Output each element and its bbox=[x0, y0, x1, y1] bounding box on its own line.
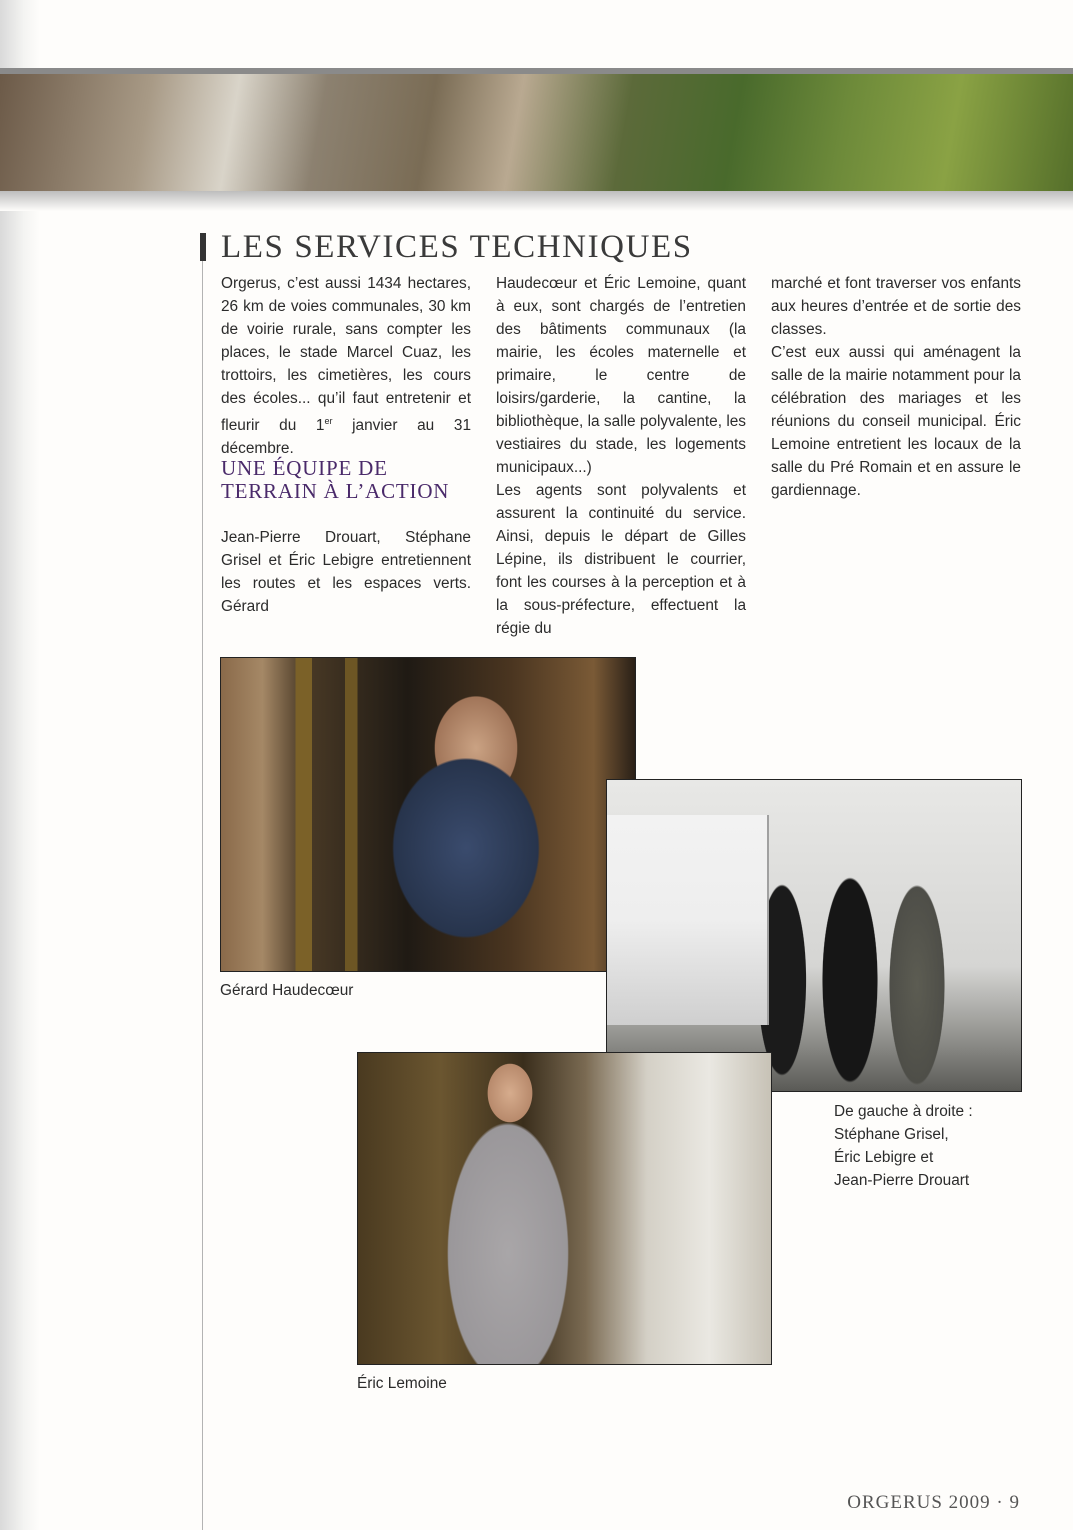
caption-2-line-2: Stéphane Grisel, bbox=[834, 1126, 949, 1143]
aerial-village-banner-image bbox=[0, 74, 1073, 191]
photo-eric-lemoine-workshop bbox=[357, 1052, 772, 1365]
column-divider-rule bbox=[202, 240, 203, 1530]
intro-paragraph bbox=[221, 272, 471, 460]
intro-superscript: er bbox=[324, 416, 333, 426]
caption-photo-1: Gérard Haudecœur bbox=[220, 982, 354, 999]
caption-photo-3: Éric Lemoine bbox=[357, 1375, 447, 1392]
photo-gerard-haudecoeur bbox=[220, 657, 636, 972]
column-2-paragraph-2: Les agents sont polyvalents et assurent la continuité du service. Ainsi, depuis le départ de Gilles Lépine, ils distribuent le courrier, font les courses à la perception et à la sous-préfecture, effectuent la régie du bbox=[496, 482, 746, 637]
caption-2-line-3: Éric Lebigre et bbox=[834, 1149, 934, 1166]
column-1-body bbox=[221, 526, 471, 618]
page-gutter-shade bbox=[0, 0, 40, 1530]
intro-text-b: janvier au 31 décembre. bbox=[221, 417, 472, 458]
column-3-paragraph-2: C’est eux aussi qui aménagent la salle de la mairie notamment pour la célébration des mariages et les réunions du conseil municipal. Éric Lemoine entretient les locaux de la salle du Pré Romain et en assure le gardiennage. bbox=[771, 344, 1021, 499]
subtitle-line-1: UNE ÉQUIPE DE bbox=[221, 456, 388, 480]
banner-shadow bbox=[0, 191, 1073, 211]
column-2-body bbox=[496, 272, 746, 640]
page-footer: ORGERUS 2009 · 9 bbox=[847, 1492, 1020, 1513]
column-3-body bbox=[771, 272, 1021, 502]
caption-2-line-1: De gauche à droite : bbox=[834, 1103, 973, 1120]
caption-photo-2 bbox=[834, 1100, 973, 1192]
subtitle-line-2: TERRAIN À L’ACTION bbox=[221, 479, 450, 503]
column-1-paragraph: Jean-Pierre Drouart, Stéphane Grisel et Éric Lebigre entretiennent les routes et les espaces verts. Gérard bbox=[221, 529, 471, 615]
article-title: LES SERVICES TECHNIQUES bbox=[221, 229, 693, 265]
column-2-paragraph-1: Haudecœur et Éric Lemoine, quant à eux, sont chargés de l’entretien des bâtiments communaux (la mairie, les écoles maternelle et primaire, le centre de loisirs/garderie, la cantine, la bibliothèque, la salle polyvalente, les vestiaires du stade, les logements municipaux...) bbox=[496, 275, 746, 476]
section-subtitle bbox=[221, 457, 449, 503]
intro-text-a: Orgerus, c’est aussi 1434 hectares, 26 km de voies communales, 30 km de voirie rurale, sans compter les places, le stade Marcel Cuaz, les trottoirs, les cimetières, les cours des écoles... qu’il faut entretenir et fleurir du 1 bbox=[221, 275, 471, 435]
column-3-paragraph-1: marché et font traverser vos enfants aux heures d’entrée et de sortie des classes. bbox=[771, 275, 1021, 338]
caption-2-line-4: Jean-Pierre Drouart bbox=[834, 1172, 970, 1189]
photo-team-with-van bbox=[606, 779, 1022, 1092]
title-accent-bar bbox=[200, 233, 206, 261]
van-shape bbox=[607, 815, 769, 1025]
